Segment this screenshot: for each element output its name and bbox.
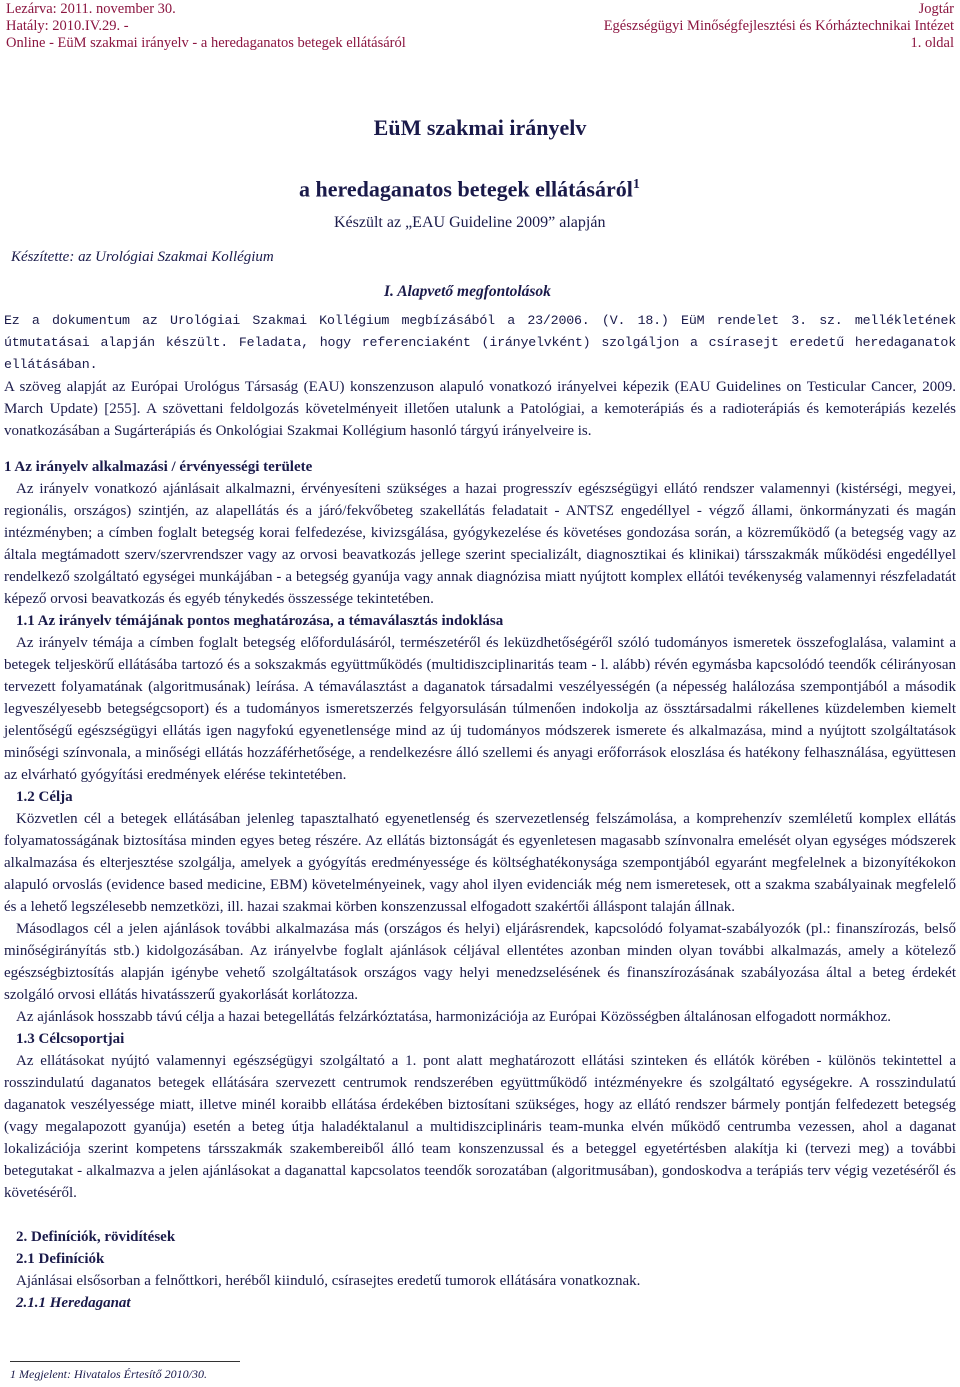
document-body xyxy=(4,310,956,1314)
header-right xyxy=(604,1,954,52)
heading-2-1: 2.1 Definíciók xyxy=(16,1251,105,1267)
paragraph-1-1: Az irányelv témája a címben foglalt betegség előfordulásáról, természetéről és leküzdhetőségéről szóló tudományos ismeretek összefoglalása, valamint a betegek teljeskörű ellátásába tartozó és a sokszakmás együttműködés (multidiszciplinaritás team - l. alább) révén egymásba kapcsolódó teendők célirányosan tervezett folyamatának (algoritmusának) leírása. A témaválasztást a daganatok társadalmi veszélyességén (a népesség halálozása szempontjából a második legveszélyesebb betegségcsoport) és a tudományos ismeretszerzés felgyorsulásán túlmenően indokolja az össztársadalmi rákellenes küzdelemben kiemelt jelentőségű egészségügyi ellátás igen nagyfokú egyenetlensége mind az új tudományos módszerek ismerete és alkalmazása, mind a nyújtott szolgáltatások minőségi színvonala, a minőségi ellátás hozzáférhetősége, a rendelkezésre álló szellemi és anyagi erőforrások eloszlása és hatékony felhasználása, együttesen az elvárható gyógyítási eredmények elérése tekintetében. xyxy=(4,635,956,783)
spacer xyxy=(4,1204,956,1226)
heading-1-1: 1.1 Az irányelv témájának pontos meghatározása, a témaválasztás indoklása xyxy=(16,613,504,629)
doc-title: EüM szakmai irányelv xyxy=(373,115,587,140)
paragraph-2-1: Ajánlásai elsősorban a felnőttkori, heréből kiinduló, csírasejtes eredetű tumorok ellátására vonatkoznak. xyxy=(16,1273,641,1289)
header-doc-reference: Online - EüM szakmai irányelv - a heredaganatos betegek ellátásáról xyxy=(6,35,406,51)
section-heading-1: I. Alapvető megfontolások xyxy=(384,283,551,300)
doc-author: Készítette: az Urológiai Szakmai Kollégium xyxy=(11,249,274,265)
paragraph-1-2a: Közvetlen cél a betegek ellátásában jelenleg tapasztalható egyenetlenség és szervezetlenség felszámolása, a komprehenzív szemléletű komplex ellátás folyamatosságának biztosítása minden egyes beteg részére. Az ellátás biztonságát és egyenletesen magasabb színvonalra emelését olyan egységes módszerek alkalmazása és elterjesztése szolgálja, amelyek a gyógyítás eredményessége és költséghatékonysága szempontjából egyaránt megfelelnek a bizonyítékokon alapuló orvoslás (evidence based medicine, EBM) követelményeinek, vagy ahol ilyen evidenciák még nem ismeretesek, ott a szakma szabályainak megfelelő és a lehető legszélesebb nemzetközi, ill. hazai szakmai körben konszenzussal elfogadott szakértői álláspont talaján állnak. xyxy=(4,811,956,915)
paragraph-1-3: Az ellátásokat nyújtó valamennyi egészségügyi szolgáltató a 1. pont alatt meghatározott ellátási szinteken és ellátók körében - különös tekintettel a rosszindulatú daganatos betegek ellátására szervezett centrumok rendszerében együttműködő intézményekre és szolgáltató egységekre. A rosszindulatú daganatok veszélyessége miatt, illetve minél koraibb ellátása érdekében biztosítani szükséges, hogy az ellátó rendszer bármely pontján felfedezett betegség (vagy megalapozott gyanúja) esetén a beteg útja haladéktalanul a multidiszciplináris team-munka elvén működő centrumba vezessen, ahol a daganat lokalizációja szerint kompetens társszakmák szakembereiből álló team konszenzussal és a beteggel egyetértésben alakítja ki (tervezi meg) a további betegutakat - alkalmazva a jelen ajánlásokat a daganattal kapcsolatos teendők sorozatában (algoritmusában), gondoskodva a terápiás terv végig vezetéséről és követéséről. xyxy=(4,1053,956,1201)
paragraph-1-2b: Másodlagos cél a jelen ajánlások további alkalmazása más (országos és helyi) eljárásrendek, kapcsolódó folyamat-szabályozók (pl.: finanszírozás, belső minőségirányítás stb.) kidolgozásában. Az irányelvbe foglalt ajánlások céljával ellentétes azonban minden olyan további alkalmazás, amely a kötelező egészségbiztosítás alapján igénybe vehető szolgáltatások országos vagy helyi menedzselésének és finanszírozásának szabályozása által a beteg érdekét szolgáló orvosi ellátás hivatásszerű gyakorlását korlátozza. xyxy=(4,921,956,1003)
heading-1-2: 1.2 Célja xyxy=(16,789,73,805)
intro-paragraph: Ez a dokumentum az Urológiai Szakmai Kollégium megbízásából a 23/2006. (V. 18.) EüM rendelet 3. sz. mellékletének útmutatásai alapján készült. Feladata, hogy referenciaként (irányelvként) szolgáljon a csírasejt eredetű heredaganatok ellátásában. xyxy=(4,313,956,372)
heading-1-3: 1.3 Célcsoportjai xyxy=(16,1031,125,1047)
header-closed-date: Lezárva: 2011. november 30. xyxy=(6,1,176,17)
doc-subtitle xyxy=(299,174,640,200)
spacer xyxy=(4,442,956,456)
header-left xyxy=(6,1,406,52)
footnote-divider xyxy=(10,1361,240,1362)
doc-basis: Készült az „EAU Guideline 2009” alapján xyxy=(334,214,606,231)
heading-2-1-1: 2.1.1 Heredaganat xyxy=(16,1295,131,1311)
doc-subtitle-text: a heredaganatos betegek ellátásáról xyxy=(299,176,633,202)
intro-paragraph-cont: A szöveg alapját az Európai Urológus Társaság (EAU) konszenzuson alapuló vonatkozó irányelvei képezik (EAU Guidelines on Testicular Cancer, 2009. March Update) [255]. A szövettani feldolgozás követelményeit illetően utalunk a Patológiai, a kemoterápiás és a radioterápiás és kemoterápiás kezelés vonatkozásában a Sugárterápiás és Onkológiai Szakmai Kollégium hasonló tárgyú irányelveire is. xyxy=(4,379,956,439)
header-page-number: 1. oldal xyxy=(910,35,954,51)
document-page xyxy=(4,0,956,1387)
paragraph-1-2c: Az ajánlások hosszabb távú célja a hazai betegellátás felzárkóztatása, harmonizációja az Európai Közösségben általánosan elfogadott normákhoz. xyxy=(16,1009,892,1025)
heading-2: 2. Definíciók, rövidítések xyxy=(16,1229,176,1245)
header-institute: Egészségügyi Minőségfejlesztési és Kórháztechnikai Intézet xyxy=(603,18,954,34)
footnote: 1 Megjelent: Hivatalos Értesítő 2010/30. xyxy=(10,1367,207,1381)
header-effective-date: Hatály: 2010.IV.29. - xyxy=(6,18,129,34)
paragraph-1: Az irányelv vonatkozó ajánlásait alkalmazni, érvényesíteni szükséges a hazai progresszív egészségügyi ellátó rendszer valamennyi (kistérségi, megyei, regionális, országos) szintjén, az alapellátás és a járó/fekvőbeteg szakellátás feladatait - ANTSZ engedéllyel - végző állami, önkormányzati és magán intézményben; a címben foglalt betegség korai felfedezése, kivizsgálása, gyógykezelése és követéses gondozása során, a közreműködő (a betegség vagy az általa megtámadott szerv/szervrendszer vagy az orvosi beavatkozás jellege szerint specializált, diagnosztikai és klinikai) társszakmák működési engedéllyel rendelkező szolgáltató egységei munkájában - a betegség gyanúja vagy annak diagnózisa miatt nyújtott komplex ellátói tevékenység valamennyi részfeladatát képező orvosi beavatkozás és egyéb ténykedés összessége tekintetében. xyxy=(4,481,956,607)
header-publisher: Jogtár xyxy=(918,1,954,17)
page-header xyxy=(4,0,956,52)
footnote-ref: 1 xyxy=(632,177,640,192)
heading-1: 1 Az irányelv alkalmazási / érvényességi területe xyxy=(4,459,313,475)
